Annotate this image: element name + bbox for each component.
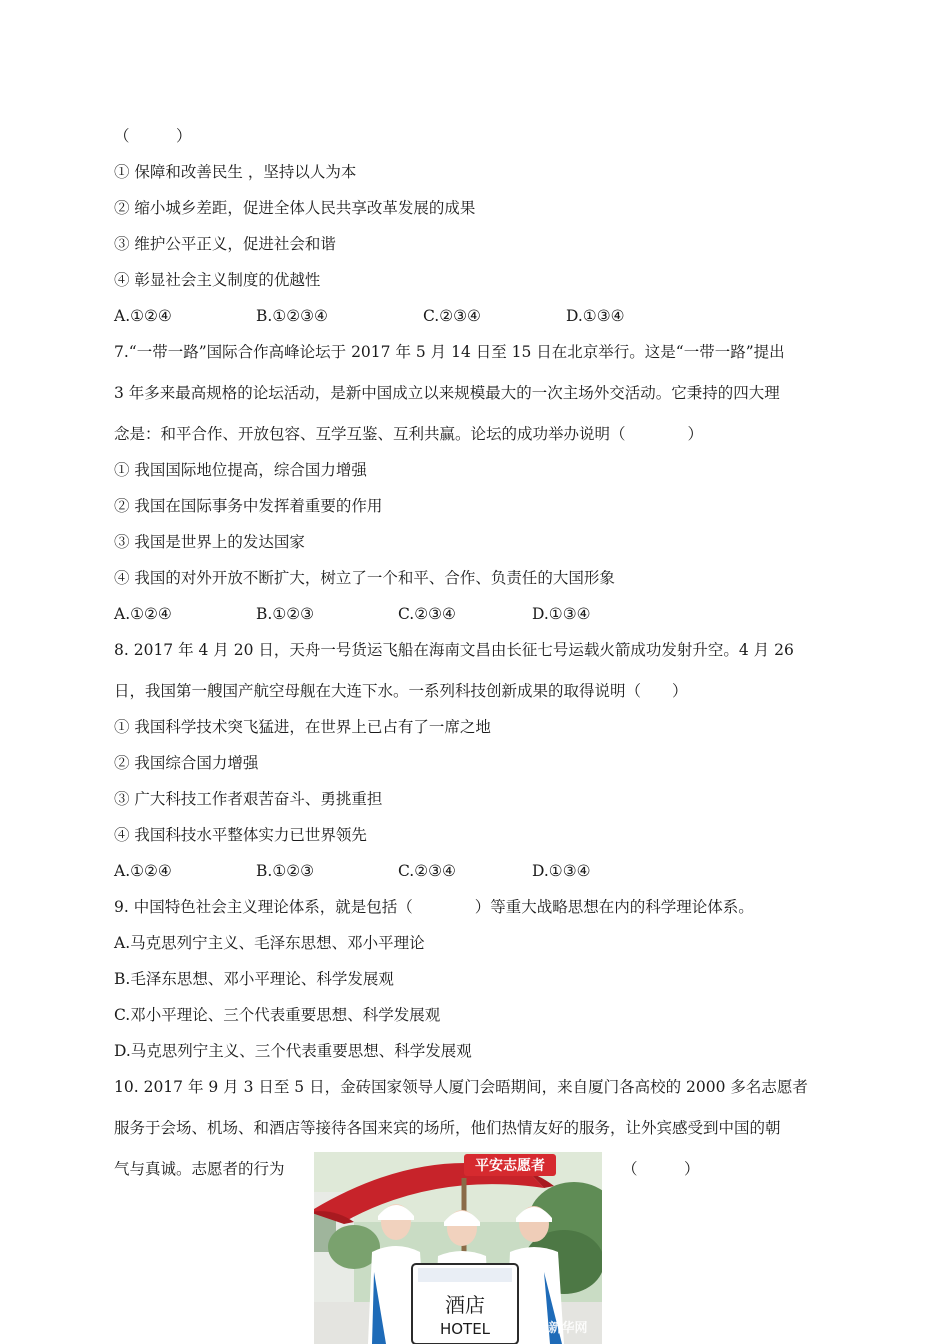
q6-option-d: D.①③④ (566, 307, 625, 325)
q7-item-2: ② 我国在国际事务中发挥着重要的作用 (114, 497, 383, 515)
q6-item-2: ② 缩小城乡差距，促进全体人民共享改革发展的成果 (114, 199, 476, 217)
q8-option-c: C.②③④ (398, 862, 456, 880)
watermark: 新华网 (548, 1321, 588, 1336)
q6-option-c: C.②③④ (423, 307, 481, 325)
umbrella-banner: 平安志愿者 (475, 1158, 545, 1174)
q9-stem: 9. 中国特色社会主义理论体系，就是包括（ ）等重大战略思想在内的科学理论体系。 (114, 898, 754, 916)
q8-item-1: ① 我国科学技术突飞猛进，在世界上已占有了一席之地 (114, 718, 491, 736)
q10-answer-paren: （ ） (622, 1160, 700, 1178)
q8-options (114, 861, 814, 881)
q8-option-d: D.①③④ (532, 862, 591, 880)
q7-stem-line-1: 7.“一带一路”国际合作高峰论坛于 2017 年 5 月 14 日至 15 日在北京举行。这是“一带一路”提出 (114, 343, 785, 361)
q7-option-c: C.②③④ (398, 605, 456, 623)
q8-item-4: ④ 我国科技水平整体实力已世界领先 (114, 826, 367, 844)
sign-chinese: 酒店 (445, 1293, 485, 1317)
q7-item-3: ③ 我国是世界上的发达国家 (114, 533, 305, 551)
q9-option-c: C.邓小平理论、三个代表重要思想、科学发展观 (114, 1006, 441, 1024)
q9-option-d: D.马克思列宁主义、三个代表重要思想、科学发展观 (114, 1042, 472, 1060)
q7-option-a: A.①②④ (114, 605, 172, 623)
q6-option-a: A.①②④ (114, 307, 172, 325)
q6-item-4: ④ 彰显社会主义制度的优越性 (114, 271, 321, 289)
q8-item-2: ② 我国综合国力增强 (114, 754, 259, 772)
q6-answer-paren: （ ） (114, 127, 192, 145)
q10-stem-line-2: 服务于会场、机场、和酒店等接待各国来宾的场所，他们热情友好的服务，让外宾感受到中国的朝 (114, 1119, 781, 1137)
q7-item-1: ① 我国国际地位提高，综合国力增强 (114, 461, 367, 479)
q6-item-1: ① 保障和改善民生 ，坚持以人为本 (114, 163, 357, 181)
q7-options (114, 604, 814, 624)
q8-option-a: A.①②④ (114, 862, 172, 880)
q7-option-b: B.①②③ (256, 605, 315, 623)
q9-option-b: B.毛泽东思想、邓小平理论、科学发展观 (114, 970, 394, 988)
q10-stem-line-3: 气与真诚。志愿者的行为 (114, 1160, 285, 1178)
q6-option-b: B.①②③④ (256, 307, 328, 325)
q8-item-3: ③ 广大科技工作者艰苦奋斗、勇挑重担 (114, 790, 383, 808)
q9-option-a: A.马克思列宁主义、毛泽东思想、邓小平理论 (114, 934, 425, 952)
q6-options (114, 306, 814, 326)
q8-stem-line-2: 日，我国第一艘国产航空母舰在大连下水。一系列科技创新成果的取得说明（ ） (114, 682, 688, 700)
q6-item-3: ③ 维护公平正义，促进社会和谐 (114, 235, 336, 253)
q7-option-d: D.①③④ (532, 605, 591, 623)
q8-option-b: B.①②③ (256, 862, 315, 880)
q7-stem-line-3: 念是：和平合作、开放包容、互学互鉴、互利共赢。论坛的成功举办说明（ ） (114, 425, 704, 443)
q10-stem-line-1: 10. 2017 年 9 月 3 日至 5 日，金砖国家领导人厦门会晤期间，来自厦门各高校的 2000 多名志愿者 (114, 1078, 808, 1096)
sign-english: HOTEL (439, 1320, 491, 1338)
q8-stem-line-1: 8. 2017 年 4 月 20 日，天舟一号货运飞船在海南文昌由长征七号运载火箭成功发射升空。4 月 26 (114, 641, 794, 659)
q7-stem-line-2: 3 年多来最高规格的论坛活动，是新中国成立以来规模最大的一次主场外交活动。它秉持的四大理 (114, 384, 780, 402)
volunteers-photo (314, 1152, 602, 1344)
q7-item-4: ④ 我国的对外开放不断扩大，树立了一个和平、合作、负责任的大国形象 (114, 569, 615, 587)
